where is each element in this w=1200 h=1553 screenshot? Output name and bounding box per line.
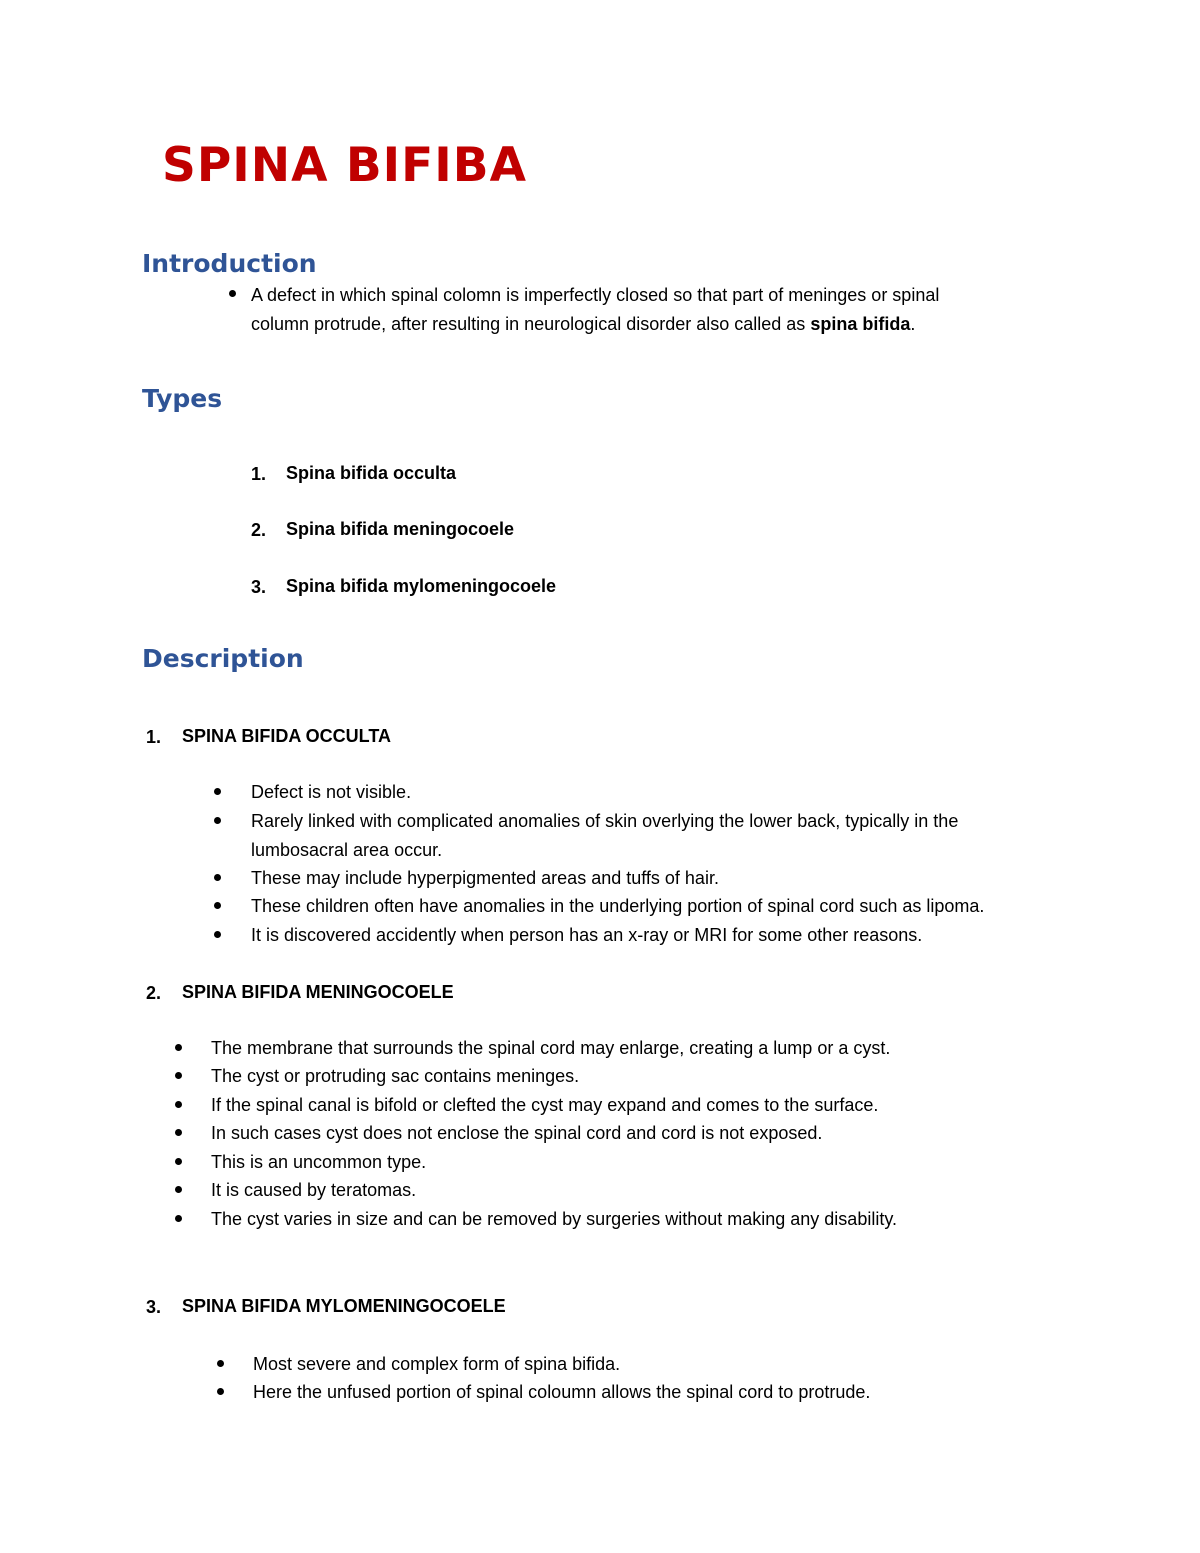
types-item-number: 3.	[251, 577, 267, 597]
section-number: 2.	[146, 983, 162, 1003]
bullet-icon	[175, 1072, 182, 1079]
section-1-bullet: Defect is not visible.	[251, 782, 412, 802]
section-2-bullet: The cyst or protruding sac contains meninges.	[211, 1066, 580, 1086]
section-number: 1.	[146, 727, 162, 747]
bullet-icon	[175, 1101, 182, 1108]
section-2-bullet: If the spinal canal is bifold or clefted the cyst may expand and comes to the surface.	[211, 1095, 879, 1115]
types-item-3: Spina bifida mylomeningocoele	[286, 576, 557, 596]
bullet-icon	[175, 1158, 182, 1165]
section-2-title: SPINA BIFIDA MENINGOCOELE	[182, 982, 454, 1002]
intro-line-1: A defect in which spinal colomn is imperfectly closed so that part of meninges or spinal	[251, 285, 940, 305]
document-title: SPINA BIFIBA	[162, 138, 527, 193]
bullet-icon	[175, 1215, 182, 1222]
introduction-heading: Introduction	[142, 249, 317, 278]
section-1-title: SPINA BIFIDA OCCULTA	[182, 726, 391, 746]
section-1-bullet: Rarely linked with complicated anomalies of skin overlying the lower back, typically in the	[251, 811, 959, 831]
intro-line-2-text: column protrude, after resulting in neurological disorder also called as	[251, 314, 811, 334]
section-1-bullet: These children often have anomalies in the underlying portion of spinal cord such as lipoma.	[251, 896, 985, 916]
section-1-bullet: These may include hyperpigmented areas and tuffs of hair.	[251, 868, 719, 888]
bullet-icon	[175, 1129, 182, 1136]
section-1-bullet-continuation: lumbosacral area occur.	[251, 840, 443, 860]
section-2-bullet: This is an uncommon type.	[211, 1152, 427, 1172]
intro-term-bold: spina bifida	[810, 314, 911, 334]
bullet-icon	[214, 874, 221, 881]
section-number: 3.	[146, 1297, 162, 1317]
intro-line-2	[251, 310, 915, 339]
section-3-title: SPINA BIFIDA MYLOMENINGOCOELE	[182, 1296, 506, 1316]
bullet-icon	[229, 290, 236, 297]
types-heading: Types	[142, 384, 223, 413]
bullet-icon	[217, 1388, 224, 1395]
section-2-bullet: The cyst varies in size and can be removed by surgeries without making any disability.	[211, 1209, 897, 1229]
types-item-number: 1.	[251, 464, 267, 484]
types-item-1: Spina bifida occulta	[286, 463, 457, 483]
section-2-bullet: The membrane that surrounds the spinal cord may enlarge, creating a lump or a cyst.	[211, 1038, 891, 1058]
types-item-number: 2.	[251, 520, 267, 540]
bullet-icon	[214, 788, 221, 795]
description-heading: Description	[142, 644, 304, 673]
bullet-icon	[217, 1360, 224, 1367]
types-item-2: Spina bifida meningocoele	[286, 519, 515, 539]
bullet-icon	[214, 817, 221, 824]
bullet-icon	[175, 1044, 182, 1051]
section-2-bullet: It is caused by teratomas.	[211, 1180, 417, 1200]
bullet-icon	[175, 1186, 182, 1193]
section-3-bullet: Most severe and complex form of spina bifida.	[253, 1354, 621, 1374]
bullet-icon	[214, 931, 221, 938]
section-1-bullet: It is discovered accidently when person has an x-ray or MRI for some other reasons.	[251, 925, 923, 945]
section-3-bullet: Here the unfused portion of spinal coloumn allows the spinal cord to protrude.	[253, 1382, 871, 1402]
bullet-icon	[214, 902, 221, 909]
section-2-bullet: In such cases cyst does not enclose the spinal cord and cord is not exposed.	[211, 1123, 823, 1143]
intro-line-2-end: .	[910, 314, 916, 334]
